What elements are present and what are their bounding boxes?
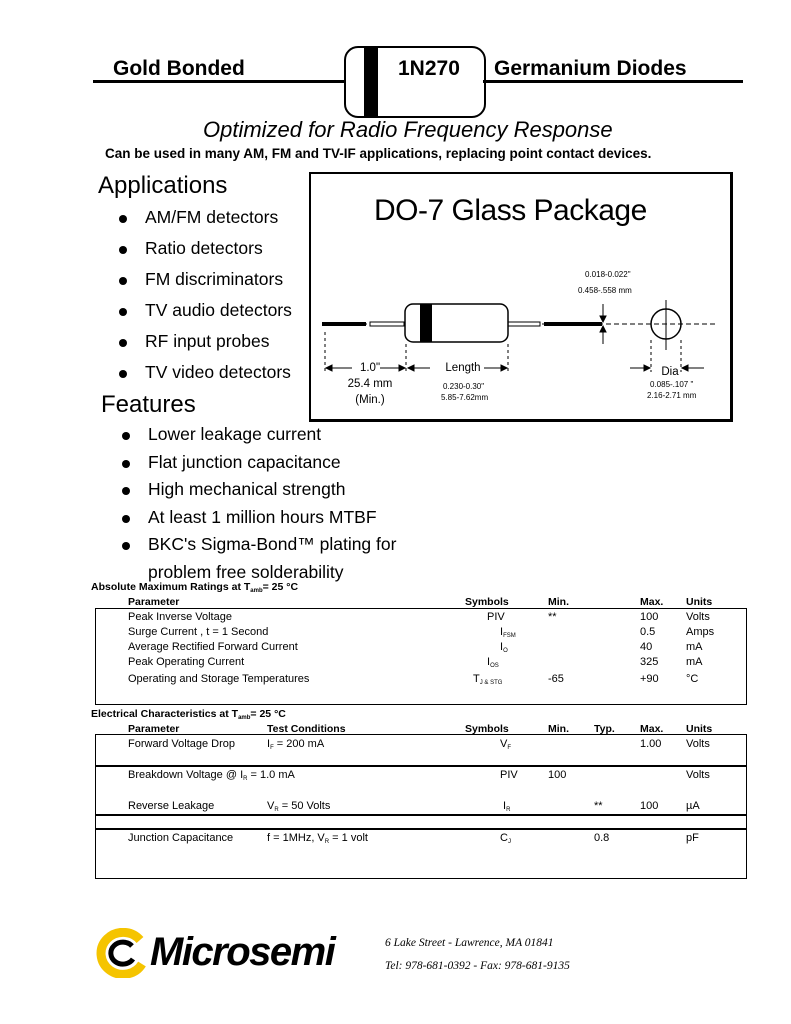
- cell-unit: mA: [686, 656, 703, 668]
- cell-typ: 0.8: [594, 832, 610, 844]
- list-item: Lower leakage current: [148, 424, 396, 452]
- cell-symbol: $T_{J \& STG}$: [473, 673, 503, 686]
- header-right-rule: [483, 80, 743, 83]
- abs-col-parameter: Parameter: [128, 596, 180, 608]
- cell-max: +90: [640, 673, 659, 685]
- body-diameter-inches: 0.085-.107 ": [650, 380, 694, 389]
- cell-min: 100: [548, 769, 567, 781]
- list-item: RF input probes: [145, 331, 292, 362]
- cell-unit: µA: [686, 800, 700, 812]
- body-length-mm: 5.85-7.62mm: [441, 393, 489, 402]
- diode-logo-band: [364, 47, 378, 117]
- features-list: [148, 424, 396, 589]
- cell-condition: f = 1MHz, $V_R = 1$ volt: [267, 832, 368, 845]
- cell-param: Junction Capacitance: [128, 832, 234, 844]
- cell-unit: mA: [686, 641, 703, 653]
- cell-symbol: $C_J$: [500, 832, 511, 845]
- cell-symbol: $V_F$: [500, 738, 512, 751]
- cell-max: 40: [640, 641, 653, 653]
- abs-col-symbols: Symbols: [465, 596, 509, 608]
- cell-max: 100: [640, 800, 659, 812]
- list-item: BKC's Sigma-Bond™ plating for: [148, 534, 396, 562]
- cell-max: 325: [640, 656, 659, 668]
- cell-unit: Amps: [686, 626, 715, 638]
- part-number: 1N270: [398, 57, 460, 80]
- header-left-title: Gold Bonded: [113, 57, 245, 80]
- header-left-rule: [93, 80, 345, 83]
- tagline: Can be used in many AM, FM and TV-IF applications, replacing point contact devices.: [105, 146, 652, 161]
- cell-symbol: $I_{FSM}$: [500, 626, 516, 639]
- elec-row-divider: [95, 765, 746, 767]
- body-length-inches: 0.230-0.30": [443, 382, 485, 391]
- lead-length-mm: 25.4 mm: [347, 378, 393, 390]
- company-address: 6 Lake Street - Lawrence, MA 01841: [385, 937, 554, 949]
- elec-col-parameter: Parameter: [128, 723, 180, 735]
- list-item: AM/FM detectors: [145, 207, 292, 238]
- abs-max-title: Absolute Maximum Ratings at $T_{amb}= 25$ °C: [91, 581, 299, 594]
- cell-unit: Volts: [686, 611, 710, 623]
- cell-unit: °C: [686, 673, 699, 685]
- elec-title: Electrical Characteristics at $T_{amb}= 25$ °C: [91, 708, 286, 721]
- abs-col-max: Max.: [640, 596, 664, 608]
- cell-max: 0.5: [640, 626, 656, 638]
- header-right-title: Germanium Diodes: [494, 57, 687, 80]
- company-phone-fax: Tel: 978-681-0392 - Fax: 978-681-9135: [385, 960, 570, 972]
- list-item: Flat junction capacitance: [148, 452, 396, 480]
- lead-diameter-mm: 0.458-.558 mm: [578, 286, 632, 295]
- applications-list: [145, 207, 292, 393]
- package-title: DO-7 Glass Package: [374, 194, 647, 227]
- elec-col-min: Min.: [548, 723, 569, 735]
- cell-symbol: $I_O$: [500, 641, 508, 654]
- cell-unit: Volts: [686, 738, 710, 750]
- cell-param: Surge Current , t = 1 Second: [128, 626, 269, 638]
- elec-col-typ: Typ.: [594, 723, 615, 735]
- cell-symbol: $I_{OS}$: [487, 656, 499, 669]
- cell-unit: Volts: [686, 769, 710, 781]
- list-item: Ratio detectors: [145, 238, 292, 269]
- cell-symbol: $I_R$: [503, 800, 511, 813]
- abs-col-units: Units: [686, 596, 713, 608]
- cell-typ: **: [594, 800, 603, 812]
- list-item: TV audio detectors: [145, 300, 292, 331]
- elec-col-max: Max.: [640, 723, 664, 735]
- microsemi-logo-icon: [96, 928, 154, 978]
- list-item: High mechanical strength: [148, 479, 396, 507]
- subtitle: Optimized for Radio Frequency Response: [203, 117, 613, 142]
- list-item: FM discriminators: [145, 269, 292, 300]
- cell-min: -65: [548, 673, 564, 685]
- elec-col-conditions: Test Conditions: [267, 723, 346, 735]
- elec-col-symbols: Symbols: [465, 723, 509, 735]
- cell-max: 1.00: [640, 738, 662, 750]
- lead-length-min: (Min.): [355, 394, 385, 406]
- elec-col-units: Units: [686, 723, 713, 735]
- cell-param: Peak Inverse Voltage: [128, 611, 232, 623]
- cell-max: 100: [640, 611, 659, 623]
- body-diameter-label: Dia: [661, 366, 679, 378]
- lead-diameter-inches: 0.018-0.022": [585, 270, 631, 279]
- cell-unit: pF: [686, 832, 699, 844]
- cell-min: **: [548, 611, 557, 623]
- list-item: TV video detectors: [145, 362, 292, 393]
- cell-symbol: PIV: [500, 769, 518, 781]
- elec-row-divider: [95, 814, 746, 816]
- features-title: Features: [101, 391, 196, 418]
- applications-title: Applications: [98, 172, 228, 199]
- lead-length-inches: 1.0": [359, 362, 381, 374]
- cell-param: Breakdown Voltage @ $I_R = 1.0$ mA: [128, 769, 295, 782]
- body-length-label: Length: [445, 362, 481, 374]
- cell-param: Average Rectified Forward Current: [128, 641, 298, 653]
- cell-condition: $V_R = 50$ Volts: [267, 800, 331, 813]
- cell-condition: $I_F = 200$ mA: [267, 738, 325, 751]
- cell-param: Operating and Storage Temperatures: [128, 673, 310, 685]
- cell-symbol: PIV: [487, 611, 505, 623]
- abs-col-min: Min.: [548, 596, 569, 608]
- microsemi-logo-text: Microsemi: [150, 930, 335, 974]
- cell-param: Forward Voltage Drop: [128, 738, 235, 750]
- elec-row-divider: [95, 828, 746, 830]
- cell-param: Reverse Leakage: [128, 800, 215, 812]
- list-item-continuation: problem free solderability: [148, 561, 344, 582]
- list-item: At least 1 million hours MTBF: [148, 507, 396, 535]
- body-diameter-mm: 2.16-2.71 mm: [647, 391, 697, 400]
- cell-param: Peak Operating Current: [128, 656, 245, 668]
